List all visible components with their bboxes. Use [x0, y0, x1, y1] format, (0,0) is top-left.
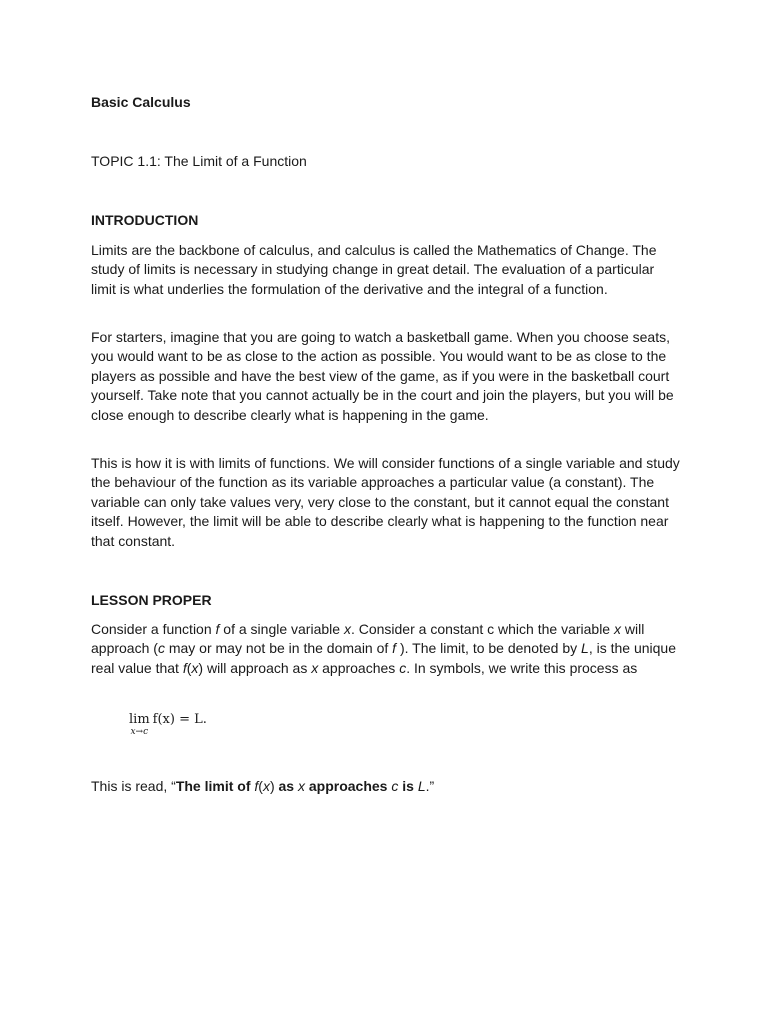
lim-subscript: x→c — [130, 727, 149, 737]
math-var: f — [392, 640, 397, 657]
math-var: c — [399, 659, 407, 676]
text-run: . In symbols, we write this process as — [406, 659, 638, 676]
bold-run: The limit of — [175, 778, 255, 794]
math-var: x — [343, 621, 351, 637]
math-var: c — [391, 778, 399, 794]
math-var: x — [613, 621, 621, 637]
math-var: x — [297, 778, 305, 794]
text-run: , is the unique real value that — [91, 640, 676, 676]
text-run: .” — [425, 778, 435, 794]
text-run: may or may not be in the domain of — [164, 640, 393, 657]
introduction-paragraph-2: For starters, imagine that you are going to watch a basketball game. When you choose seats, you would want to be as close to the action as possible. You would want to be as close to the players as possible and have the best view of the game, as if you were in the basketball court yourself. Take note that you cannot actually be in the court and join the players, but you will be close enough to describe clearly what is happening in the game. — [91, 329, 674, 423]
math-var: L — [581, 640, 589, 657]
text-run: ) — [269, 778, 279, 794]
text-run: of a single variable — [219, 621, 344, 637]
text-run: approaches — [318, 659, 400, 676]
lesson-paragraph-2 — [91, 777, 681, 796]
introduction-paragraph-3: This is how it is with limits of functions. We will consider functions of a single variable and study the behaviour of the function as its variable approaches a particular value (a constant). The variable can only take values very, very close to the constant, but it cannot equal the constant itself. However, the limit will be able to describe clearly what is happening to the function near that constant. — [91, 455, 680, 549]
math-var: x — [311, 659, 319, 676]
lim-word: lim — [129, 712, 150, 727]
limit-operator — [129, 714, 150, 738]
lesson-proper-heading: LESSON PROPER — [91, 592, 212, 608]
topic-title: TOPIC 1.1: The Limit of a Function — [91, 153, 307, 169]
limit-expression: f(x) = L. — [152, 712, 207, 727]
bold-run: is — [398, 778, 418, 794]
introduction-heading: INTRODUCTION — [91, 212, 199, 228]
text-run: ( — [186, 659, 192, 676]
introduction-paragraph-1: Limits are the backbone of calculus, and calculus is called the Mathematics of Change. The study of limits is necessary in studying change in great detail. The evaluation of a particular limit is what underlies the formulation of the derivative and the integral of a function. — [91, 242, 657, 297]
text-run: ( — [258, 778, 263, 794]
math-var: x — [191, 659, 199, 676]
lesson-paragraph-1 — [91, 620, 681, 678]
text-run: This is read, “ — [91, 778, 176, 794]
math-var: c — [157, 640, 165, 657]
math-var: f — [182, 659, 187, 676]
math-var: L — [417, 778, 426, 794]
text-run: . Consider a constant c which the variable — [350, 621, 614, 637]
math-var: x — [262, 778, 270, 794]
bold-run: approaches — [304, 778, 392, 794]
text-run: ). The limit, to be denoted by — [396, 640, 582, 657]
math-var: f — [254, 778, 259, 794]
text-run: Consider a function — [91, 621, 216, 637]
bold-run: as — [278, 778, 298, 794]
text-run: will approach ( — [91, 621, 645, 657]
math-var: f — [215, 621, 220, 637]
document-title: Basic Calculus — [91, 94, 191, 110]
text-run: ) will approach as — [198, 659, 312, 676]
limit-formula — [129, 714, 207, 738]
